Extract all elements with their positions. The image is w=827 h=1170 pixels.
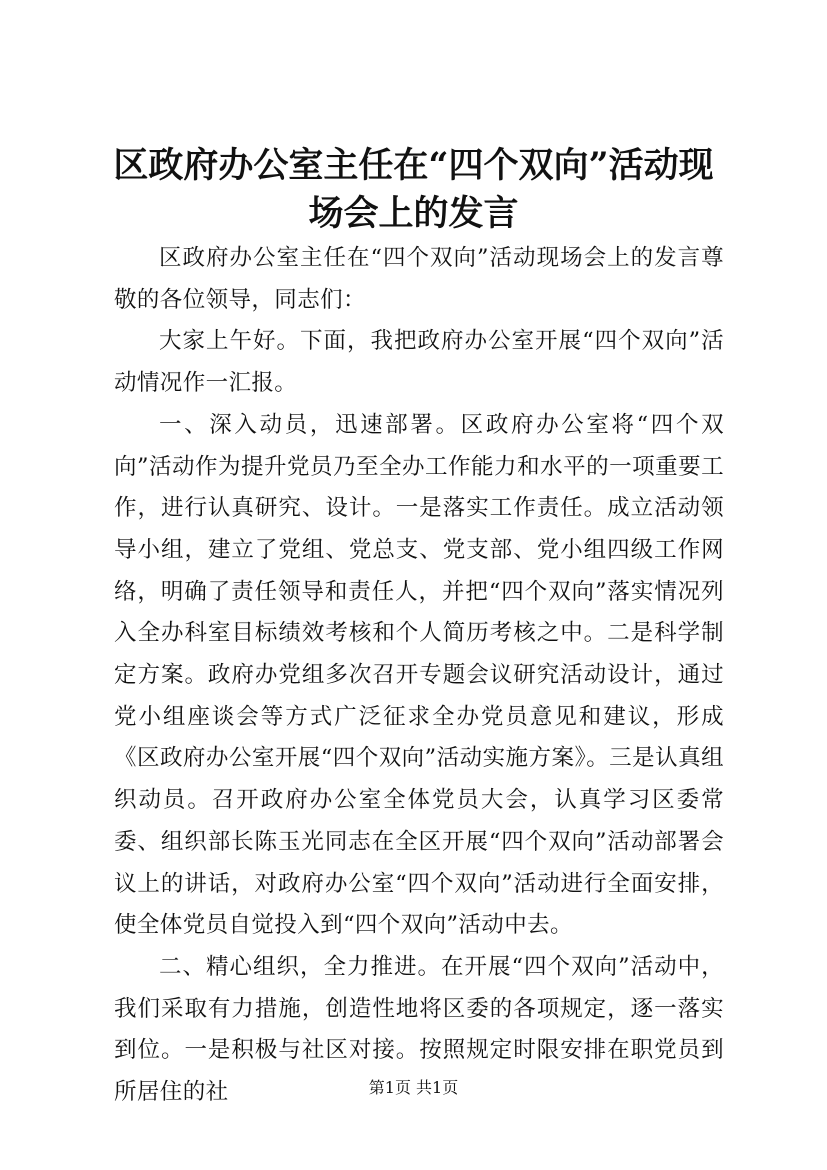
paragraph-greeting: 区政府办公室主任在“四个双向”活动现场会上的发言尊敬的各位领导，同志们： [114,245,724,313]
document-title: 区政府办公室主任在“四个双向”活动现场会上的发言 [113,145,714,234]
paragraph-section-two: 二、精心组织，全力推进。在开展“四个双向”活动中，我们采取有力措施，创造性地将区委的各项规定，逐一落实到位。一是积极与社区对接。按照规定时限安排在职党员到所居住的社 [114,953,724,1106]
page-number-footer: 第1页 共1页 [368,1078,459,1097]
paragraph-opening: 大家上午好。下面，我把政府办公室开展“四个双向”活动情况作一汇报。 [114,328,724,397]
document-body [114,238,724,1114]
paragraph-section-one: 一、深入动员，迅速部署。区政府办公室将“四个双向”活动作为提升党员乃至全办工作能力和水平的一项重要工作，进行认真研究、设计。一是落实工作责任。成立活动领导小组，建立了党组、党总支、党支部、党小组四级工作网络，明确了责任领导和责任人，并把“四个双向”落实情况列入全办科室目标绩效考核和个人简历考核之中。二是科学制定方案。政府办党组多次召开专题会议研究活动设计，通过党小组座谈会等方式广泛征求全办党员意见和建议，形成《区政府办公室开展“四个双向”活动实施方案》。三是认真组织动员。召开政府办公室全体党员大会，认真学习区委常委、组织部长陈玉光同志在全区开展“四个双向”活动部署会议上的讲话，对政府办公室“四个双向”活动进行全面安排，使全体党员自觉投入到“四个双向”活动中去。 [114,411,724,939]
